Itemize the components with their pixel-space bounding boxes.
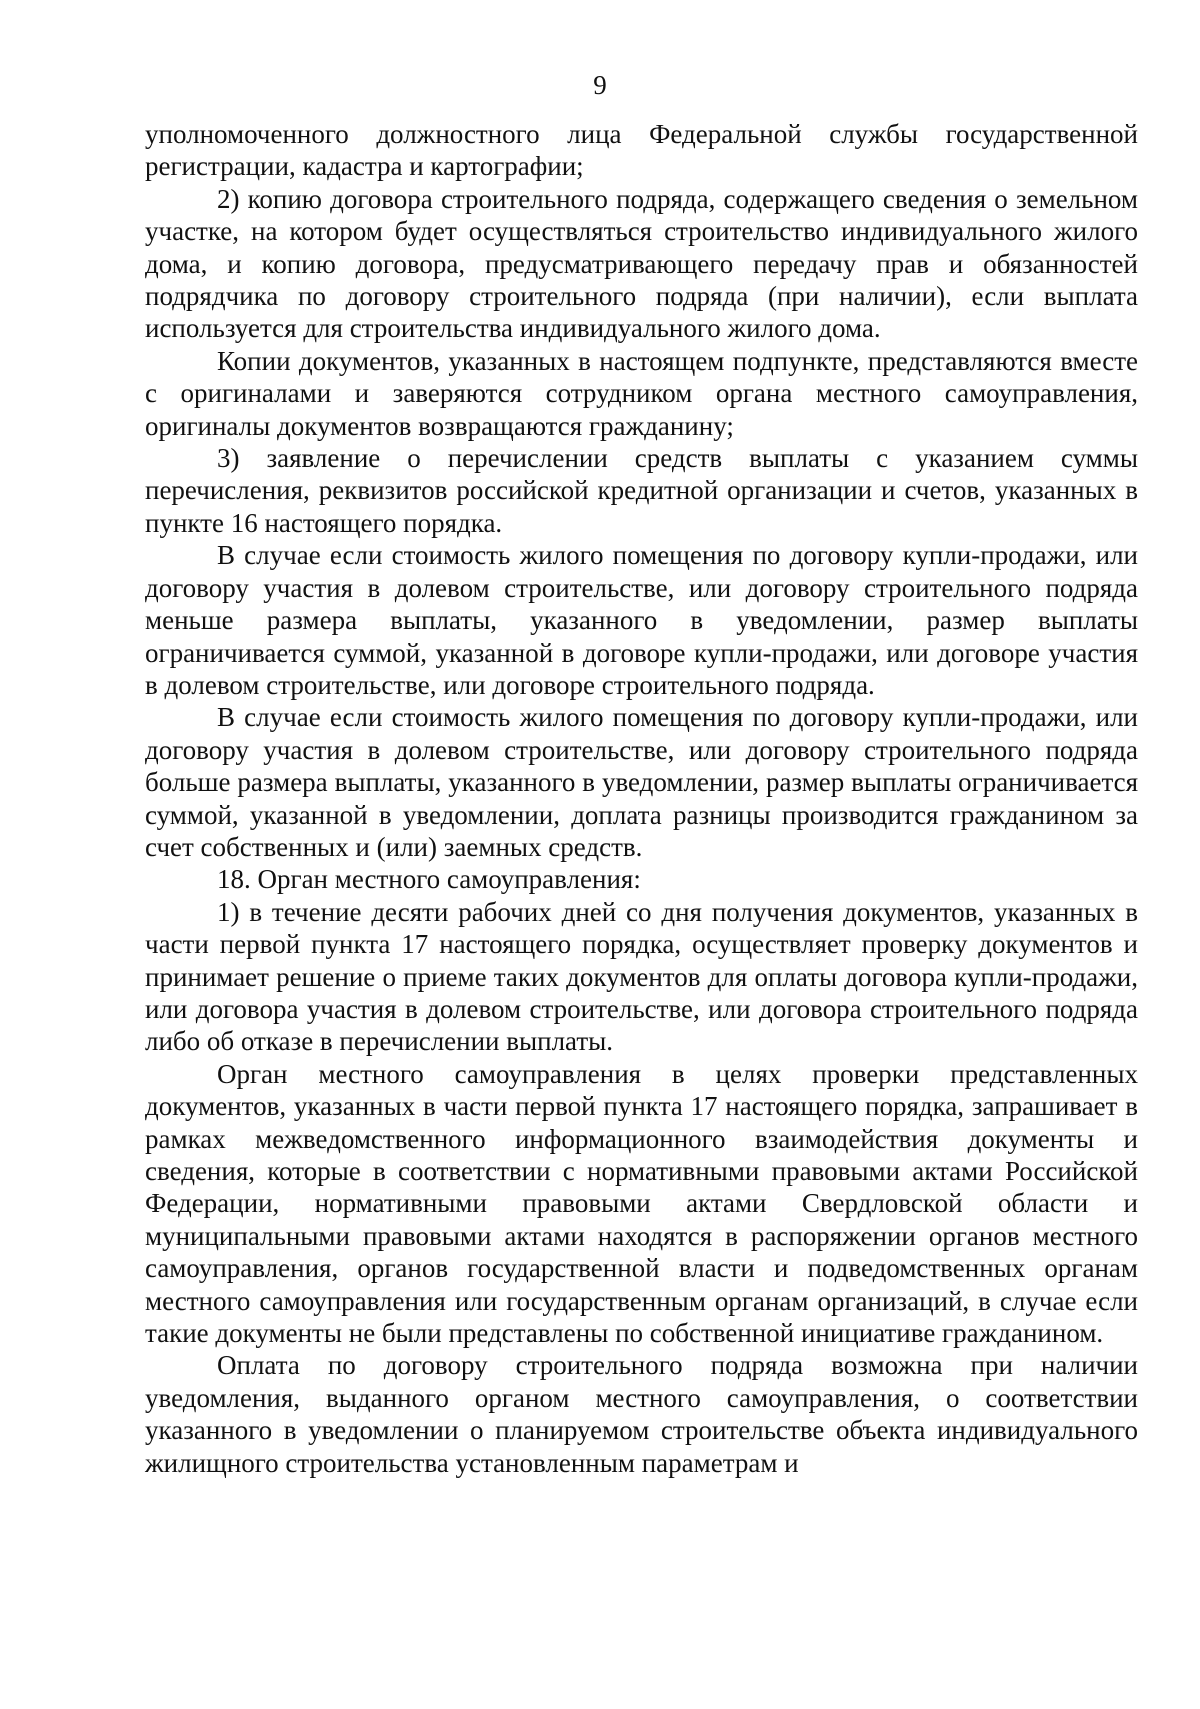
paragraph-payment-condition: Оплата по договору строительного подряда возможна при наличии уведомления, выданного органом местного самоуправления, о соответствии указанного в уведомлении о планируемом строительстве объекта индивидуального жилищного строительства установленным параметрам и <box>145 1350 1138 1478</box>
paragraph-copies-note: Копии документов, указанных в настоящем подпункте, представляются вместе с оригиналами и заверяются сотрудником органа местного самоуправления, оригиналы документов возвращаются гражданину; <box>145 345 1138 441</box>
paragraph-section-18-item-1: 1) в течение десяти рабочих дней со дня получения документов, указанных в части первой пункта 17 настоящего порядка, осуществляет проверку документов и принимает решение о приеме таких документов для оплаты договора купли-продажи, или договора участия в долевом строительстве, или договора строительного подряда либо об отказе в перечислении выплаты. <box>145 896 1138 1057</box>
paragraph-interagency-request: Орган местного самоуправления в целях проверки представленных документов, указанных в части первой пункта 17 настоящего порядка, запрашивает в рамках межведомственного информационного взаимодействия документы и сведения, которые в соответствии с нормативными правовыми актами Российской Федерации, нормативными правовыми актами Свердловской области и муниципальными правовыми актами находятся в распоряжении органов местного самоуправления, органов государственной власти и подведомственных органам местного самоуправления или государственным органам организаций, в случае если такие документы не были представлены по собственной инициативе гражданином. <box>145 1058 1138 1349</box>
document-body <box>145 118 1138 1479</box>
paragraph-section-18: 18. Орган местного самоуправления: <box>217 864 641 895</box>
paragraph-cost-more: В случае если стоимость жилого помещения по договору купли-продажи, или договору участия в долевом строительстве, или договору строительного подряда больше размера выплаты, указанного в уведомлении, размер выплаты ограничивается суммой, указанной в уведомлении, доплата разницы производится гражданином за счет собственных и (или) заемных средств. <box>145 702 1138 862</box>
page-number: 9 <box>593 70 607 100</box>
paragraph-item-3: 3) заявление о перечислении средств выплаты с указанием суммы перечисления, реквизитов российской кредитной организации и счетов, указанных в пункте 16 настоящего порядка. <box>145 443 1138 538</box>
paragraph-item-2: 2) копию договора строительного подряда, содержащего сведения о земельном участке, на котором будет осуществляться строительство индивидуального жилого дома, и копию договора, предусматривающего передачу прав и обязанностей подрядчика по договору строительного подряда (при наличии), если выплата используется для строительства индивидуального жилого дома. <box>145 183 1138 344</box>
paragraph-continuation: уполномоченного должностного лица Федеральной службы государственной регистрации, кадастра и картографии; <box>145 119 1138 182</box>
paragraph-cost-less: В случае если стоимость жилого помещения по договору купли-продажи, или договору участия в долевом строительстве, или договору строительного подряда меньше размера выплаты, указанного в уведомлении, размер выплаты ограничивается суммой, указанной в договоре купли-продажи, или договоре участия в долевом строительстве, или договоре строительного подряда. <box>145 540 1138 700</box>
